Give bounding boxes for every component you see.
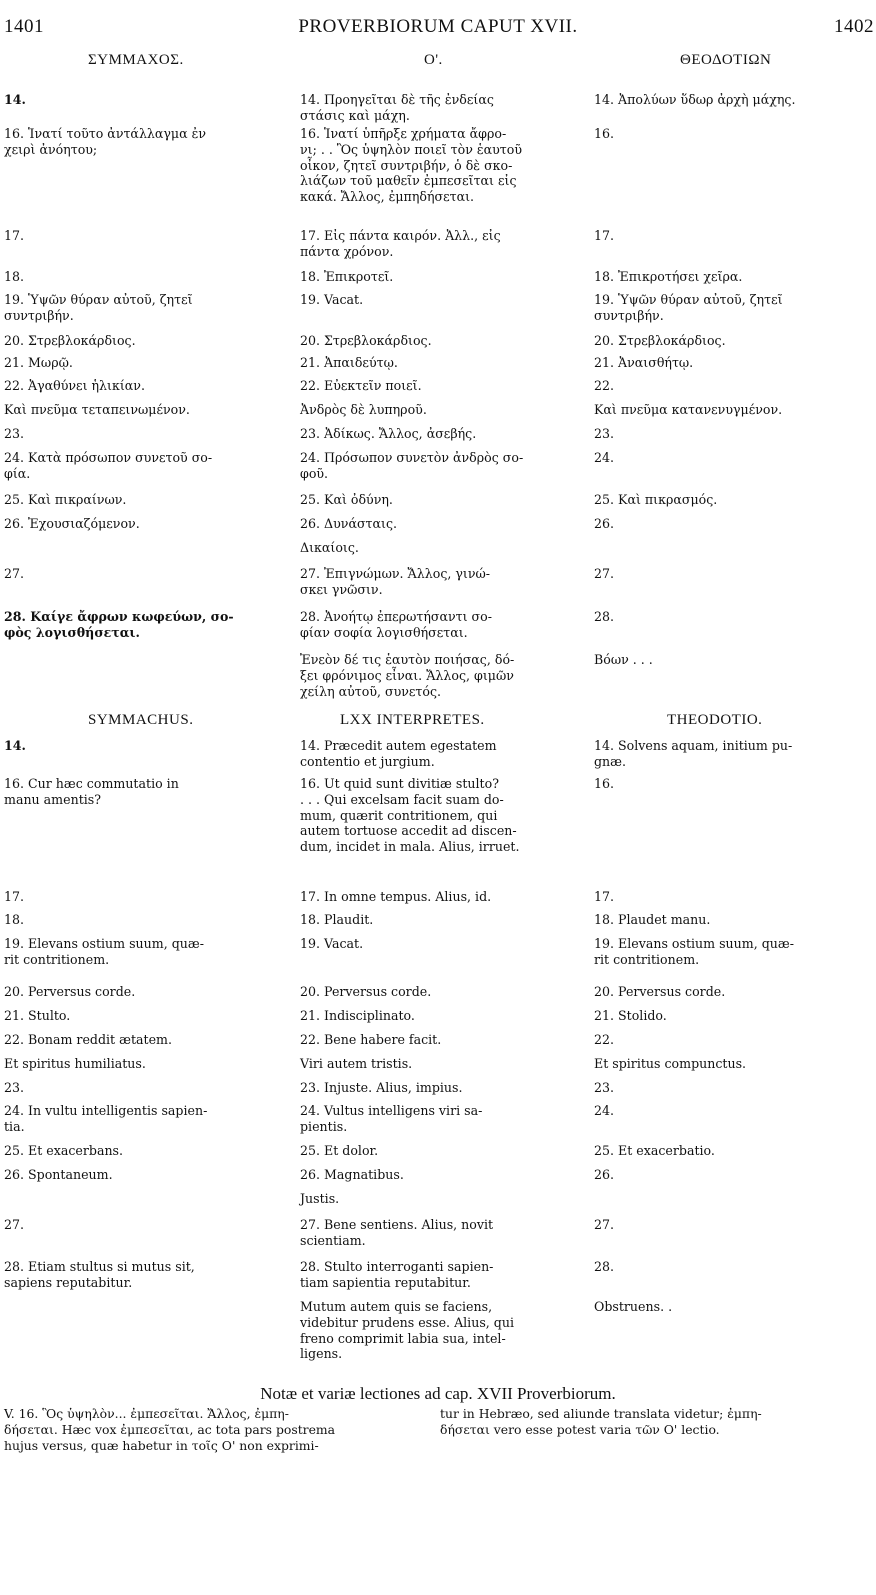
verse-entry: 25. Καὶ πικραίνων. [4,492,127,507]
verse-entry: 22. Ἀγαθύνει ἡλικίαν. [4,378,145,393]
verse-entry: 21. Μωρῷ. [4,355,73,370]
verse-entry: 23. Injuste. Alius, impius. [300,1080,463,1095]
verse-entry: 14. Προηγεῖται δὲ τῆς ἐνδείας στάσις καὶ μάχη. [300,92,494,123]
page-number-right: 1402 [834,16,874,37]
verse-entry: 16. Cur hæc commutatio in manu amentis? [4,776,179,807]
verse-entry: 25. Et dolor. [300,1143,379,1158]
verse-entry: 27. [4,1217,25,1232]
verse-entry: 18. Ἐπικροτεῖ. [300,269,394,284]
heading-lxx-greek: Ο'. [424,52,443,68]
verse-entry: 22. [594,378,615,393]
verse-entry: 21. Indisciplinato. [300,1008,415,1023]
heading-symmachus-latin: SYMMACHUS. [88,712,194,728]
verse-entry: Justis. [300,1191,340,1206]
verse-entry: 26. Δυνάσταις. [300,516,398,531]
verse-entry: Mutum autem quis se faciens, videbitur prudens esse. Alius, qui freno comprimit labia sua, intel- ligens. [300,1299,514,1362]
verse-entry: 16. Ut quid sunt divitiæ stulto? . . . Qui excelsam facit suam do- mum, quærit contritionem, qui autem tortuose accedit ad discen- dum, incidet in mala. Alius, irruet. [300,776,520,855]
verse-entry: 27. Bene sentiens. Alius, novit scientiam. [300,1217,494,1248]
notes-title: Notæ et variæ lectiones ad cap. XVII Proverbiorum. [260,1384,616,1403]
verse-entry: Καὶ πνεῦμα τεταπεινωμένον. [4,402,190,417]
verse-entry: 20. Perversus corde. [594,984,726,999]
verse-entry: 14. Solvens aquam, initium pu- gnæ. [594,738,793,769]
verse-entry: 26. Ἐχουσιαζόμενον. [4,516,140,531]
verse-entry: 26. Spontaneum. [4,1167,113,1182]
verse-entry: 28. Ἀνοήτῳ ἐπερωτήσαντι σο- φίαν σοφία λογισθήσεται. [300,609,492,640]
verse-entry: 14. Præcedit autem egestatem contentio et jurgium. [300,738,497,769]
heading-theodotion-greek: ΘΕΟΔΟΤΙΩΝ [680,52,772,68]
verse-entry: 27. [594,1217,615,1232]
verse-entry: 20. Στρεβλοκάρδιος. [594,333,726,348]
verse-entry: 21. Stulto. [4,1008,71,1023]
verse-entry: Ἀνδρὸς δὲ λυπηροῦ. [300,402,427,417]
verse-entry: 24. Πρόσωπον συνετὸν ἀνδρὸς σο- φοῦ. [300,450,524,481]
verse-entry: 24. [594,1103,615,1118]
verse-entry: 14. Ἀπολύων ὕδωρ ἀρχὴ μάχης. [594,92,796,107]
verse-entry: 17. [594,228,615,243]
verse-entry: 17. [4,228,25,243]
verse-entry: 23. [594,426,615,441]
verse-entry: 22. Bonam reddit ætatem. [4,1032,172,1047]
verse-entry: 17. In omne tempus. Alius, id. [300,889,492,904]
verse-entry: Obstruens. . [594,1299,673,1314]
verse-entry: 14. [4,738,26,753]
verse-entry: 19. Elevans ostium suum, quæ- rit contritionem. [4,936,204,967]
verse-entry: 27. [594,566,615,581]
verse-entry: 18. [4,269,25,284]
verse-entry: 24. In vultu intelligentis sapien- tia. [4,1103,208,1134]
verse-entry: 28. Etiam stultus si mutus sit, sapiens reputabitur. [4,1259,195,1290]
heading-theodotion-latin: THEODOTIO. [667,712,763,728]
verse-entry: 25. Et exacerbatio. [594,1143,715,1158]
page-title: PROVERBIORUM CAPUT XVII. [298,16,578,37]
verse-entry: 21. Stolido. [594,1008,667,1023]
verse-entry: 19. Vacat. [300,936,364,951]
verse-entry: 26. [594,516,615,531]
verse-entry: 24. Κατὰ πρόσωπον συνετοῦ σο- φία. [4,450,213,481]
column-theodotion-latin [594,0,872,1380]
verse-entry: 19. Vacat. [300,292,364,307]
verse-entry: 27. Ἐπιγνώμων. Ἄλλος, γινώ- σκει γνῶσιν. [300,566,491,597]
verse-entry: Ἐνεὸν δέ τις ἑαυτὸν ποιήσας, δό- ξει φρόνιμος εἶναι. Ἄλλος, φιμῶν χείλη αὐτοῦ, συνετός. [300,652,515,699]
verse-entry: 24. Vultus intelligens viri sa- pientis. [300,1103,483,1134]
verse-entry: 25. Et exacerbans. [4,1143,124,1158]
verse-entry: 18. Ἐπικροτήσει χεῖρα. [594,269,743,284]
verse-entry: 19. Ὑψῶν θύραν αὐτοῦ, ζητεῖ συντριβήν. [4,292,193,323]
verse-entry: 24. [594,450,615,465]
verse-entry: 21. Ἀπαιδεύτῳ. [300,355,398,370]
verse-entry: 16. Ἱνατί ὑπῆρξε χρήματα ἄφρο- νι; . . Ὃς ὑψηλὸν ποιεῖ τὸν ἑαυτοῦ οἶκον, ζητεῖ συντριβήν, ὁ δὲ σκο- λιάζων τοῦ μαθεῖν ἐμπεσεῖται εἰς κακά. Ἄλλος, ἐμπηδήσεται. [300,126,523,205]
verse-entry: 28. Καίγε ἄφρων κωφεύων, σο- φὸς λογισθήσεται. [4,609,234,640]
verse-entry: 27. [4,566,25,581]
verse-entry: 18. [4,912,25,927]
verse-entry: 18. Plaudet manu. [594,912,711,927]
verse-entry: 26. Magnatibus. [300,1167,404,1182]
verse-entry: 17. [4,889,25,904]
column-symmachus-latin [4,0,282,1380]
verse-entry: 19. Ὑψῶν θύραν αὐτοῦ, ζητεῖ συντριβήν. [594,292,783,323]
verse-entry: 16. [594,776,615,791]
verse-entry: 20. Στρεβλοκάρδιος. [300,333,432,348]
verse-entry: 16. Ἱνατί τοῦτο ἀντάλλαγμα ἐν χειρὶ ἀνόητου; [4,126,207,157]
verse-entry: 25. Καὶ ὀδύνη. [300,492,393,507]
verse-entry: 17. [594,889,615,904]
verse-entry: Βόων . . . [594,652,653,667]
note-left: V. 16. Ὃς ὑψηλὸν... ἐμπεσεῖται. Ἄλλος, ἐμπη- δήσεται. Hæc vox ἐμπεσεῖται, ac tota pars postrema hujus versus, quæ habetur in τοῖς Ο' non exprimi- [4,1406,336,1453]
verse-entry: 18. Plaudit. [300,912,374,927]
verse-entry: 23. [4,1080,25,1095]
verse-entry: 25. Καὶ πικρασμός. [594,492,718,507]
verse-entry: 23. [4,426,25,441]
verse-entry: 20. Perversus corde. [4,984,136,999]
verse-entry: Viri autem tristis. [300,1056,413,1071]
verse-entry: 20. Στρεβλοκάρδιος. [4,333,136,348]
verse-entry: 16. [594,126,615,141]
verse-entry: 28. [594,1259,615,1274]
verse-entry: 17. Εἰς πάντα καιρόν. Ἀλλ., εἰς πάντα χρόνον. [300,228,501,259]
verse-entry: 14. [4,92,26,107]
note-right: tur in Hebræo, sed aliunde translata videtur; ἐμπη- δήσεται vero esse potest varia τῶν Ο' lectio. [440,1406,762,1437]
heading-symmachus-greek: ΣΥΜΜΑΧΟΣ. [88,52,184,68]
verse-entry: 23. [594,1080,615,1095]
verse-entry: Δικαίοις. [300,540,359,555]
verse-entry: 20. Perversus corde. [300,984,432,999]
verse-entry: 22. Εὐεκτεῖν ποιεῖ. [300,378,422,393]
verse-entry: Et spiritus humiliatus. [4,1056,146,1071]
verse-entry: 19. Elevans ostium suum, quæ- rit contritionem. [594,936,794,967]
verse-entry: 23. Ἀδίκως. Ἄλλος, ἀσεβής. [300,426,477,441]
verse-entry: 26. [594,1167,615,1182]
verse-entry: 22. [594,1032,615,1047]
column-lxx-latin [300,0,578,1380]
verse-entry: 28. [594,609,615,624]
verse-entry: Καὶ πνεῦμα κατανενυγμένον. [594,402,783,417]
verse-entry: 22. Bene habere facit. [300,1032,442,1047]
verse-entry: 28. Stulto interroganti sapien- tiam sapientia reputabitur. [300,1259,494,1290]
heading-lxx-latin: LXX INTERPRETES. [340,712,485,728]
verse-entry: Et spiritus compunctus. [594,1056,747,1071]
page-number-left: 1401 [4,16,44,37]
verse-entry: 21. Ἀναισθήτῳ. [594,355,694,370]
